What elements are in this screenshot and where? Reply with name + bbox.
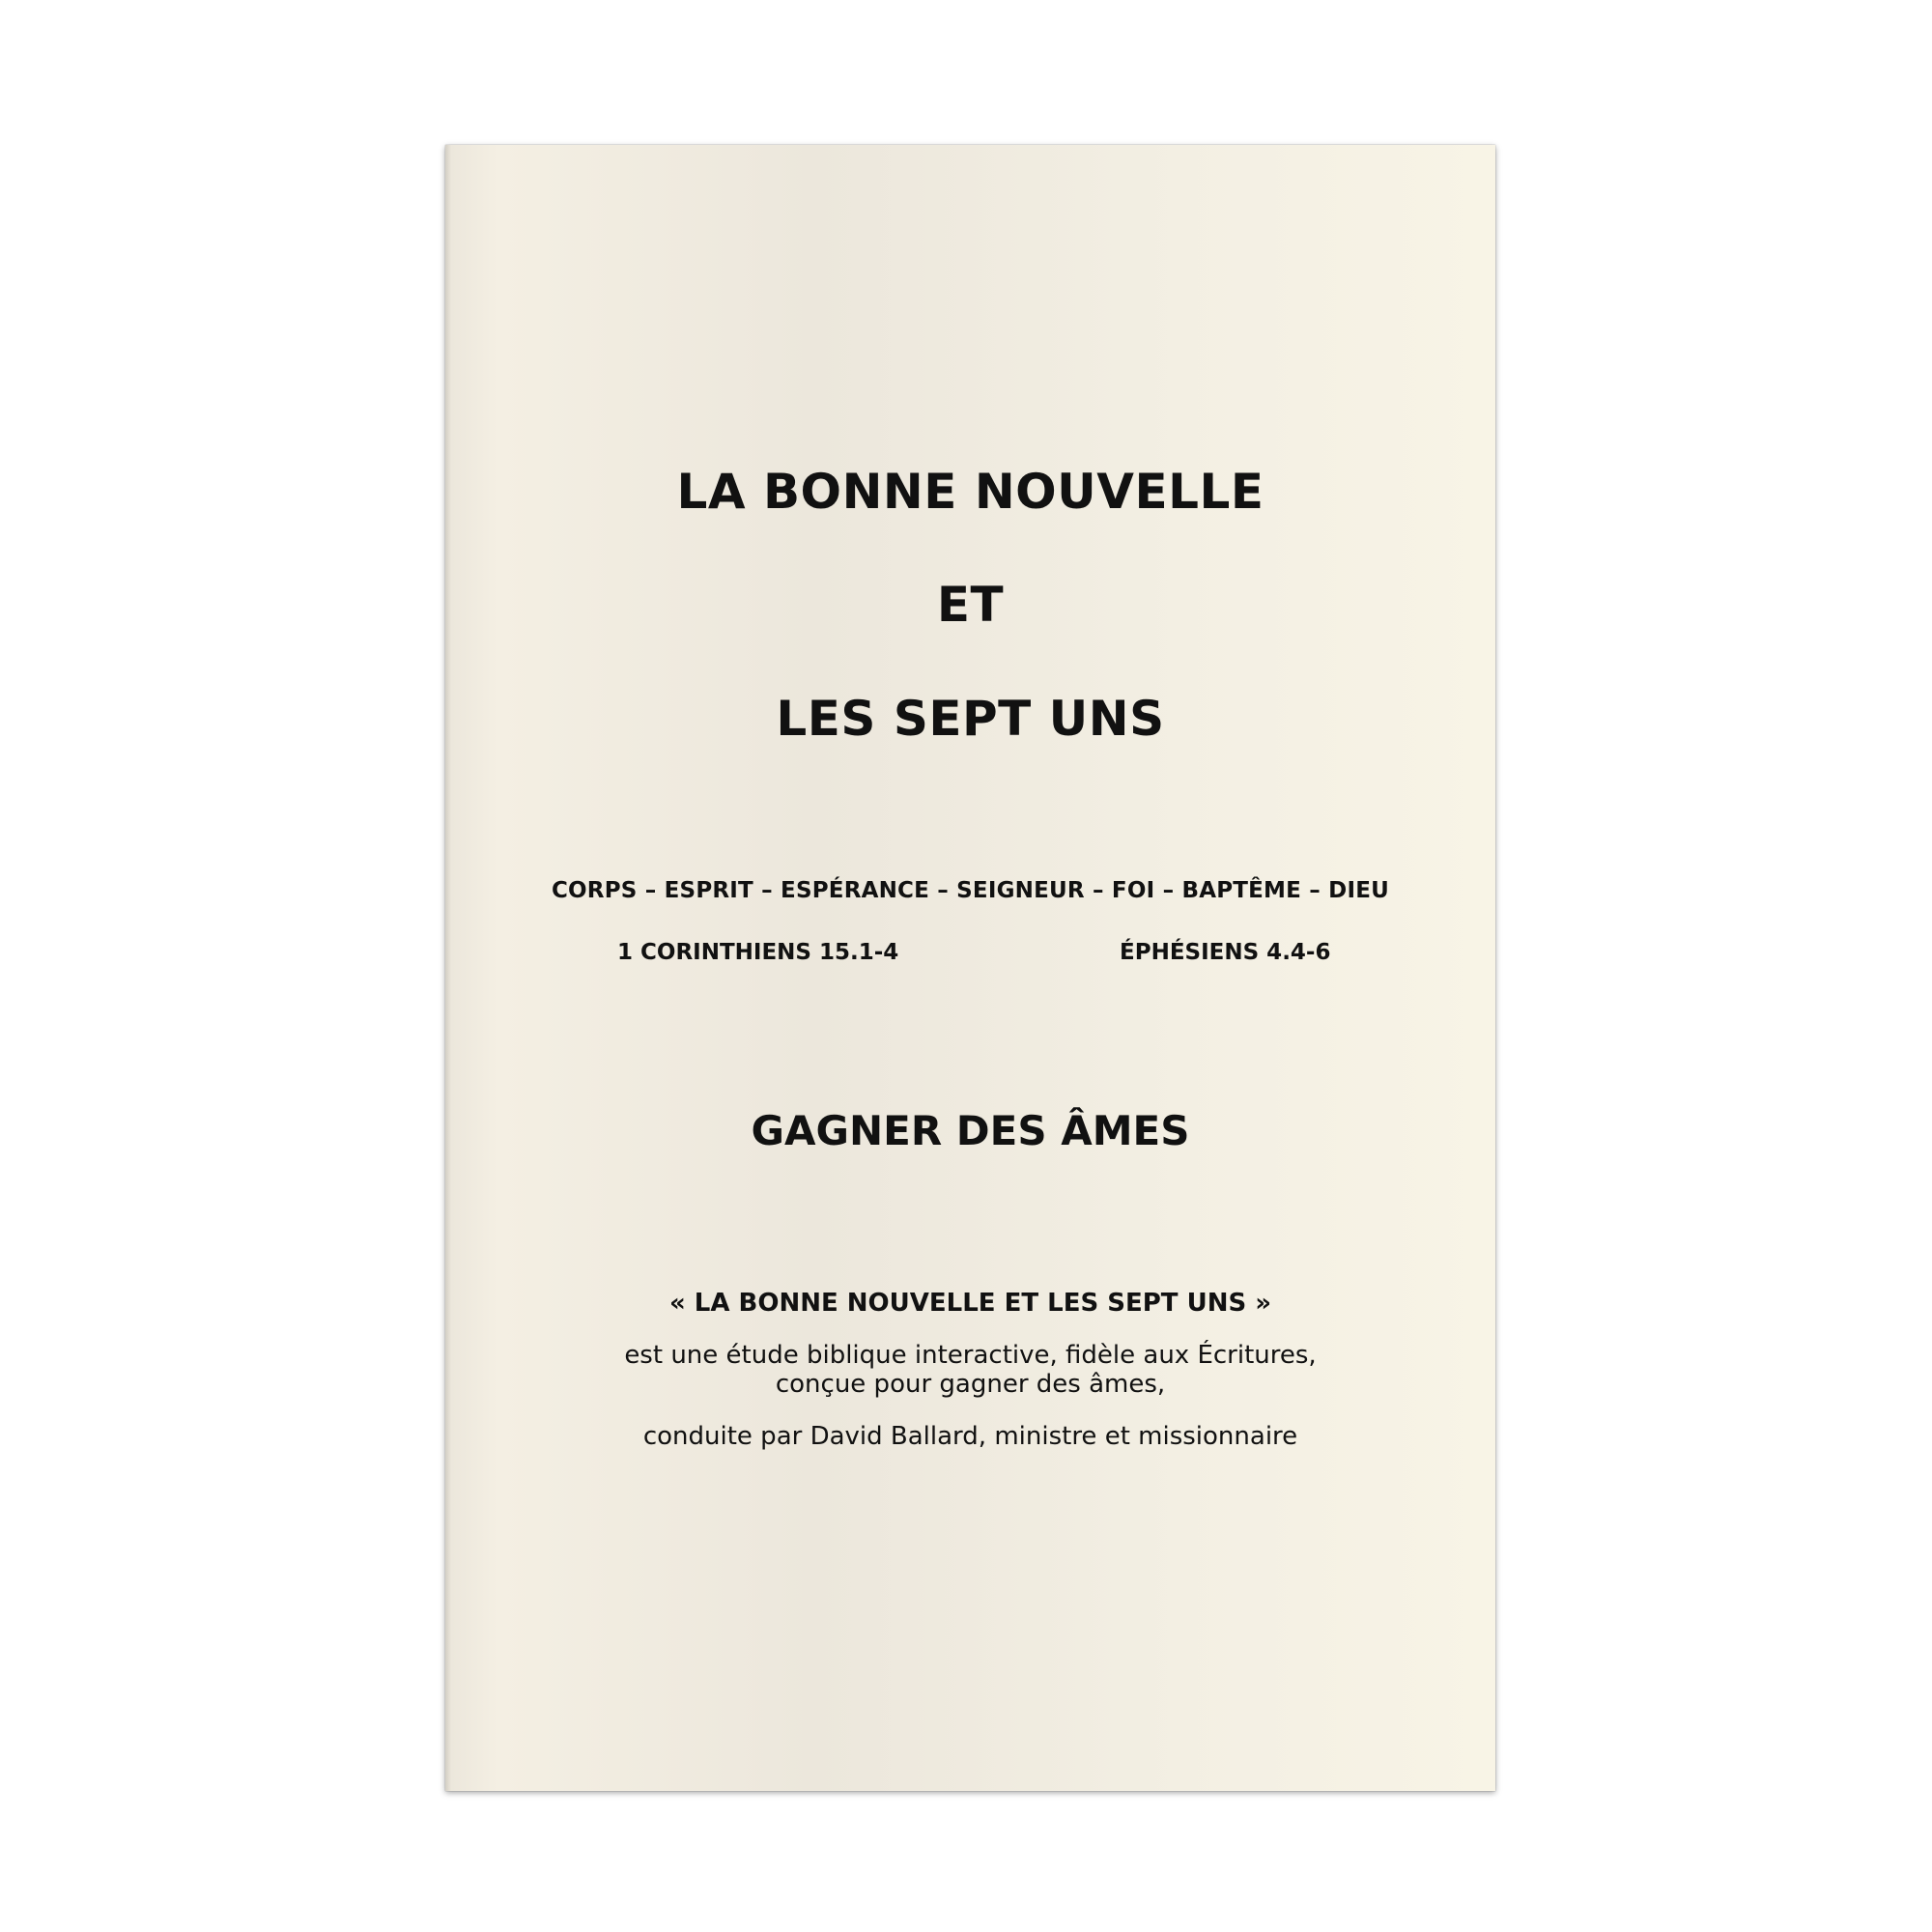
seven-ones-subtitle: CORPS – ESPRIT – ESPÉRANCE – SEIGNEUR – FOI – BAPTÊME – DIEU	[551, 878, 1390, 903]
quoted-title: « LA BONNE NOUVELLE ET LES SEPT UNS »	[668, 1289, 1272, 1318]
booklet-cover	[445, 145, 1495, 1791]
section-heading: GAGNER DES ÂMES	[751, 1107, 1190, 1154]
title-line-1: LA BONNE NOUVELLE	[676, 464, 1264, 520]
reference-ephesians: ÉPHÉSIENS 4.4-6	[1120, 940, 1331, 965]
description-line-1: est une étude biblique interactive, fidèle aux Écritures,	[624, 1341, 1317, 1370]
description-line-3: conduite par David Ballard, ministre et missionnaire	[642, 1422, 1298, 1451]
reference-corinthians: 1 CORINTHIENS 15.1-4	[617, 940, 899, 965]
title-line-3: LES SEPT UNS	[776, 691, 1165, 747]
title-line-2: ET	[936, 577, 1005, 633]
description-line-2: conçue pour gagner des âmes,	[775, 1370, 1166, 1399]
